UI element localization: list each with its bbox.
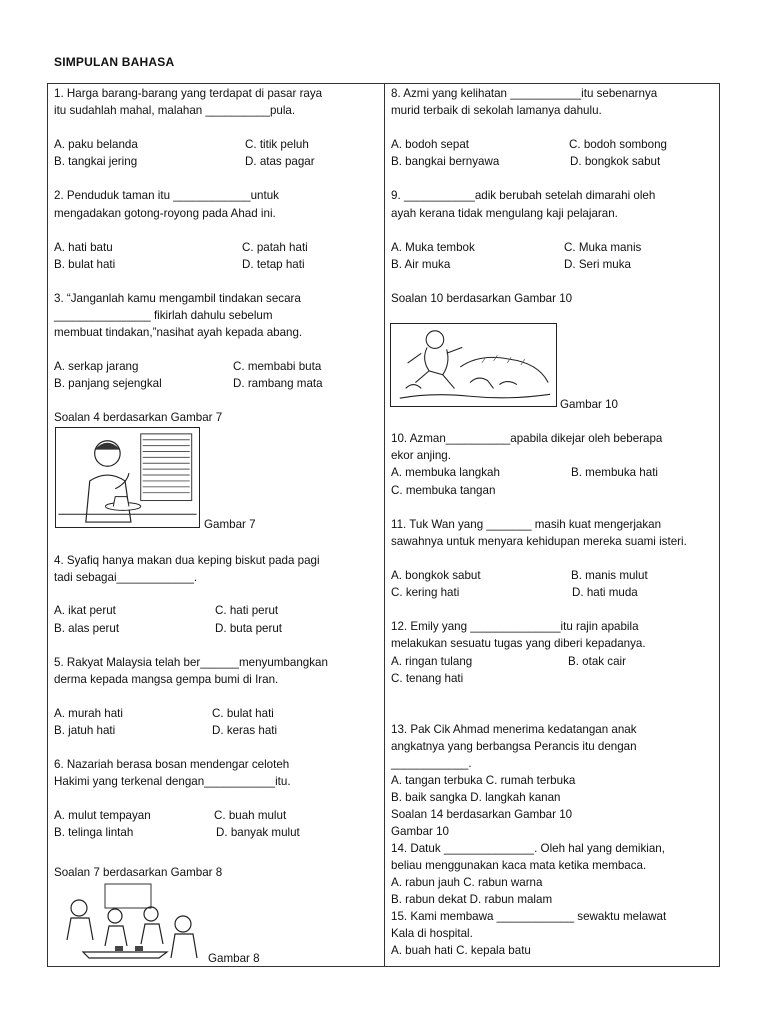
q8-option-a: A. bodoh sepat [391, 138, 469, 151]
q14-options-bd: B. rabun dekat D. rabun malam [391, 893, 553, 906]
q4-option-a: A. ikat perut [54, 604, 116, 617]
q12-option-c: C. tenang hati [391, 672, 464, 685]
picture-caption: Gambar 10 [391, 825, 449, 838]
q2-option-a: A. hati batu [54, 241, 113, 254]
q6-option-c: C. buah mulut [214, 809, 287, 822]
q10-option-b: B. membuka hati [571, 466, 658, 479]
picture-gambar-8 [55, 880, 205, 963]
section-label: Soalan 14 berdasarkan Gambar 10 [391, 808, 573, 821]
q3-option-d: D. rambang mata [233, 377, 323, 390]
q12-text: melakukan sesuatu tugas yang diberi kepadanya. [391, 637, 646, 650]
column-divider [384, 83, 385, 967]
q6-text: 6. Nazariah berasa bosan mendengar celoteh [54, 758, 290, 771]
q13-text: angkatnya yang berbangsa Perancis itu dengan [391, 740, 637, 753]
q15-text: 15. Kami membawa ____________ sewaktu melawat [391, 910, 667, 923]
q6-option-b: B. telinga lintah [54, 826, 134, 839]
q10-text: ekor anjing. [391, 449, 451, 462]
q3-text: _______________ fikirlah dahulu sebelum [54, 309, 273, 322]
q6-option-d: D. banyak mulut [216, 826, 300, 839]
q9-option-c: C. Muka manis [564, 241, 642, 254]
q9-option-b: B. Air muka [391, 258, 451, 271]
q2-option-d: D. tetap hati [242, 258, 305, 271]
q14-text: 14. Datuk ______________. Oleh hal yang demikian, [391, 842, 665, 855]
q8-option-b: B. bangkai bernyawa [391, 155, 500, 168]
q5-text: derma kepada mangsa gempa bumi di Iran. [54, 673, 279, 686]
q1-option-a: A. paku belanda [54, 138, 138, 151]
q8-option-c: C. bodoh sombong [569, 138, 667, 151]
q11-option-b: B. manis mulut [571, 569, 648, 582]
picture-caption: Gambar 7 [204, 518, 256, 531]
running-chased-illustration [391, 324, 556, 406]
q10-option-c: C. membuka tangan [391, 484, 496, 497]
q14-text: beliau menggunakan kaca mata ketika membaca. [391, 859, 647, 872]
q4-text: 4. Syafiq hanya makan dua keping biskut pada pagi [54, 554, 320, 567]
q5-option-a: A. murah hati [54, 707, 123, 720]
q4-text: tadi sebagai____________. [54, 571, 198, 584]
picture-gambar-7 [55, 427, 200, 528]
q10-text: 10. Azman__________apabila dikejar oleh beberapa [391, 432, 663, 445]
q11-text: 11. Tuk Wan yang _______ masih kuat mengerjakan [391, 518, 662, 531]
q13-text: ____________. [391, 757, 472, 770]
section-label: Soalan 4 berdasarkan Gambar 7 [54, 411, 223, 424]
section-label: Soalan 7 berdasarkan Gambar 8 [54, 866, 223, 879]
q2-text: 2. Penduduk taman itu ____________untuk [54, 189, 279, 202]
q5-option-c: C. bulat hati [212, 707, 274, 720]
q9-option-a: A. Muka tembok [391, 241, 475, 254]
q13-options-ac: A. tangan terbuka C. rumah terbuka [391, 774, 576, 787]
q2-option-c: C. patah hati [242, 241, 308, 254]
q3-text: membuat tindakan,”nasihat ayah kepada abang. [54, 326, 303, 339]
q2-option-b: B. bulat hati [54, 258, 116, 271]
q3-option-a: A. serkap jarang [54, 360, 139, 373]
q6-text: Hakimi yang terkenal dengan___________itu. [54, 775, 291, 788]
q11-option-c: C. kering hati [391, 586, 460, 599]
q6-option-a: A. mulut tempayan [54, 809, 151, 822]
q8-text: murid terbaik di sekolah lamanya dahulu. [391, 104, 602, 117]
boy-eating-illustration [56, 428, 199, 527]
q5-option-d: D. keras hati [212, 724, 278, 737]
picture-gambar-10 [390, 323, 557, 407]
q10-option-a: A. membuka langkah [391, 466, 500, 479]
q8-text: 8. Azmi yang kelihatan ___________itu sebenarnya [391, 87, 658, 100]
q12-option-a: A. ringan tulang [391, 655, 473, 668]
q15-text: Kala di hospital. [391, 927, 473, 940]
q3-text: 3. “Janganlah kamu mengambil tindakan secara [54, 292, 301, 305]
q9-option-d: D. Seri muka [564, 258, 632, 271]
q12-option-b: B. otak cair [568, 655, 626, 668]
section-label: Soalan 10 berdasarkan Gambar 10 [391, 292, 573, 305]
q11-option-a: A. bongkok sabut [391, 569, 481, 582]
q5-text: 5. Rakyat Malaysia telah ber______menyumbangkan [54, 656, 328, 669]
q15-options-ac: A. buah hati C. kepala batu [391, 944, 531, 957]
q3-option-b: B. panjang sejengkal [54, 377, 162, 390]
q14-options-ac: A. rabun jauh C. rabun warna [391, 876, 543, 889]
q11-text: sawahnya untuk menyara kehidupan mereka suami isteri. [391, 535, 687, 548]
q2-text: mengadakan gotong-royong pada Ahad ini. [54, 207, 276, 220]
picture-caption: Gambar 8 [208, 952, 260, 965]
page-title: SIMPULAN BAHASA [54, 55, 175, 69]
q11-option-d: D. hati muda [572, 586, 638, 599]
q1-option-b: B. tangkai jering [54, 155, 138, 168]
q4-option-c: C. hati perut [215, 604, 279, 617]
q1-text: 1. Harga barang-barang yang terdapat di pasar raya [54, 87, 323, 100]
picture-caption: Gambar 10 [560, 398, 618, 411]
q12-text: 12. Emily yang ______________itu rajin apabila [391, 620, 639, 633]
q9-text: 9. ___________adik berubah setelah dimarahi oleh [391, 189, 656, 202]
q4-option-b: B. alas perut [54, 622, 120, 635]
q1-text: itu sudahlah mahal, malahan __________pula. [54, 104, 296, 117]
q5-option-b: B. jatuh hati [54, 724, 116, 737]
q9-text: ayah kerana tidak mengulang kaji pelajaran. [391, 207, 618, 220]
children-group-illustration [55, 880, 205, 963]
q4-option-d: D. buta perut [215, 622, 283, 635]
q8-option-d: D. bongkok sabut [570, 155, 661, 168]
q3-option-c: C. membabi buta [233, 360, 322, 373]
q1-option-c: C. titik peluh [245, 138, 309, 151]
q1-option-d: D. atas pagar [245, 155, 315, 168]
q13-options-bd: B. baik sangka D. langkah kanan [391, 791, 561, 804]
q13-text: 13. Pak Cik Ahmad menerima kedatangan anak [391, 723, 637, 736]
